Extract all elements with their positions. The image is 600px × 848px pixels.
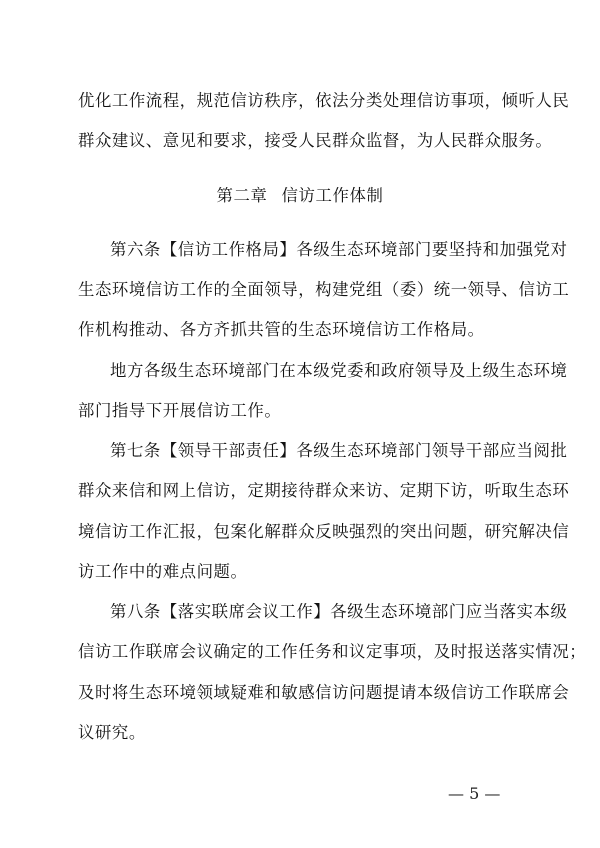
article-6-para2-line-2: 部门指导下开展信访工作。 bbox=[78, 401, 282, 420]
chapter-title: 信访工作体制 bbox=[281, 186, 384, 205]
article-8-line-4: 议研究。 bbox=[78, 723, 146, 742]
article-6-line-3: 作机构推动、各方齐抓共管的生态环境信访工作格局。 bbox=[78, 320, 485, 339]
chapter-number: 第二章 bbox=[216, 186, 268, 205]
intro-line-2: 群众建议、意见和要求，接受人民群众监督，为人民群众服务。 bbox=[78, 131, 553, 150]
article-6-para2-line-1: 地方各级生态环境部门在本级党委和政府领导及上级生态环境 bbox=[110, 361, 568, 380]
article-8-line-2: 信访工作联席会议确定的工作任务和议定事项，及时报送落实情况； bbox=[78, 642, 587, 661]
article-6-line-1: 第六条【信访工作格局】各级生态环境部门要坚持和加强党对 bbox=[110, 240, 568, 259]
intro-line-1: 优化工作流程，规范信访秩序，依法分类处理信访事项，倾听人民 bbox=[78, 91, 570, 110]
article-6-line-2: 生态环境信访工作的全面领导，构建党组（委）统一领导、信访工 bbox=[78, 280, 570, 299]
article-7-line-3: 境信访工作汇报，包案化解群众反映强烈的突出问题，研究解决信 bbox=[78, 522, 570, 541]
article-7-line-2: 群众来信和网上信访，定期接待群众来访、定期下访，听取生态环 bbox=[78, 481, 570, 500]
article-8-line-3: 及时将生态环境领域疑难和敏感信访问题提请本级信访工作联席会 bbox=[78, 683, 570, 702]
article-7-line-1: 第七条【领导干部责任】各级生态环境部门领导干部应当阅批 bbox=[110, 441, 568, 460]
chapter-heading bbox=[0, 186, 600, 206]
page-number: — 5 — bbox=[448, 784, 501, 803]
article-8-line-1: 第八条【落实联席会议工作】各级生态环境部门应当落实本级 bbox=[110, 602, 568, 621]
article-7-line-4: 访工作中的难点问题。 bbox=[78, 562, 248, 581]
